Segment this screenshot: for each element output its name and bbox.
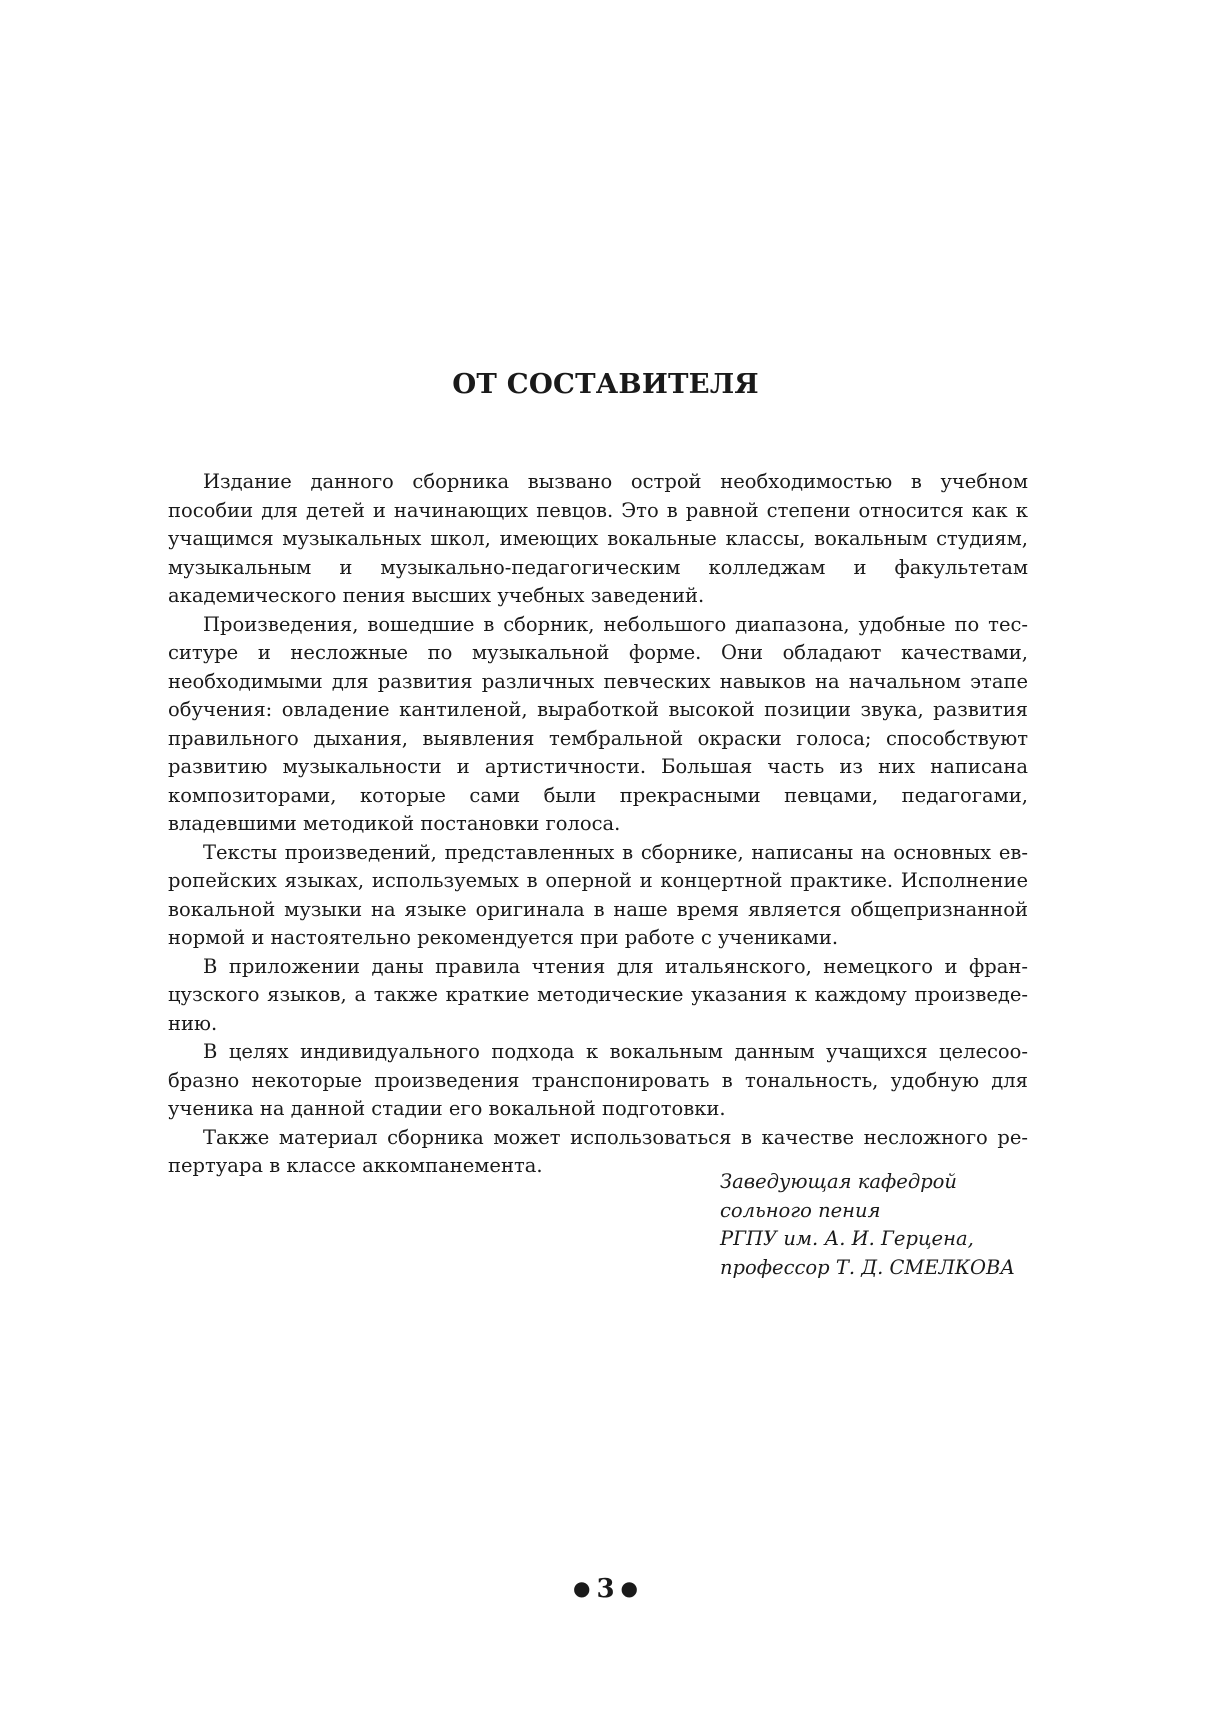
paragraph: В целях индивидуального подхода к вокальным данным учащихся целесообразно некоторые произведения транспонировать в тональность, удобную для ученика на данной стадии его вокальной подготовки. <box>168 1040 1028 1120</box>
signature-line: профессор Т. Д. СМЕЛКОВА <box>720 1255 1016 1279</box>
signature-line: РГПУ им. А. И. Герцена, <box>720 1227 974 1250</box>
signature-block <box>720 1168 1040 1282</box>
signature-line: Заведующая кафедрой <box>720 1170 957 1193</box>
bullet-icon: ● <box>620 1576 638 1600</box>
paragraph: В приложении даны правила чтения для итальянского, немецкого и французского языков, а также краткие методические указания к каждому произведению. <box>168 954 1028 1035</box>
paragraph: Произведения, вошедшие в сборник, небольшого диапазона, удобные по тесситуре и несложные по музыкальной форме. Они обладают качествами, необходимыми для развития различных певческих навыков на начальном этапе обучения: овладение кантиленой, выработкой высокой позиции звука, развития правильного дыхания, выявления тембральной окраски голоса; способствуют развитию музыкальности и артистичности. Большая часть из них написана композиторами, которые сами были прекрасными певцами, педагогами, владевшими методикой постановки голоса. <box>168 612 1028 835</box>
signature-line: сольного пения <box>720 1198 881 1222</box>
page-number: 3 <box>596 1574 615 1604</box>
bullet-icon: ● <box>573 1576 591 1600</box>
paragraph: Также материал сборника может использоваться в качестве несложного репертуара в классе аккомпанемента. <box>168 1125 1028 1177</box>
paragraph: Тексты произведений, представленных в сборнике, написаны на основных европейских языках, используемых в оперной и концертной практике. Исполнение вокальной музыки на языке оригинала в наше время является общепризнанной нормой и настоятельно рекомендуется при работе с учениками. <box>168 840 1028 949</box>
paragraph: Издание данного сборника вызвано острой необходимостью в учебном пособии для детей и начинающих певцов. Это в равной степени относится как к учащимся музыкальных школ, имеющих вокальные классы, вокальным студиям, музыкальным и музыкально-педагогическим колледжам и факультетам академического пения высших учебных заведений. <box>168 470 1028 607</box>
page-number-footer <box>0 1572 1211 1605</box>
page-title: ОТ СОСТАВИТЕЛЯ <box>452 368 759 400</box>
body-text <box>168 468 1028 1181</box>
